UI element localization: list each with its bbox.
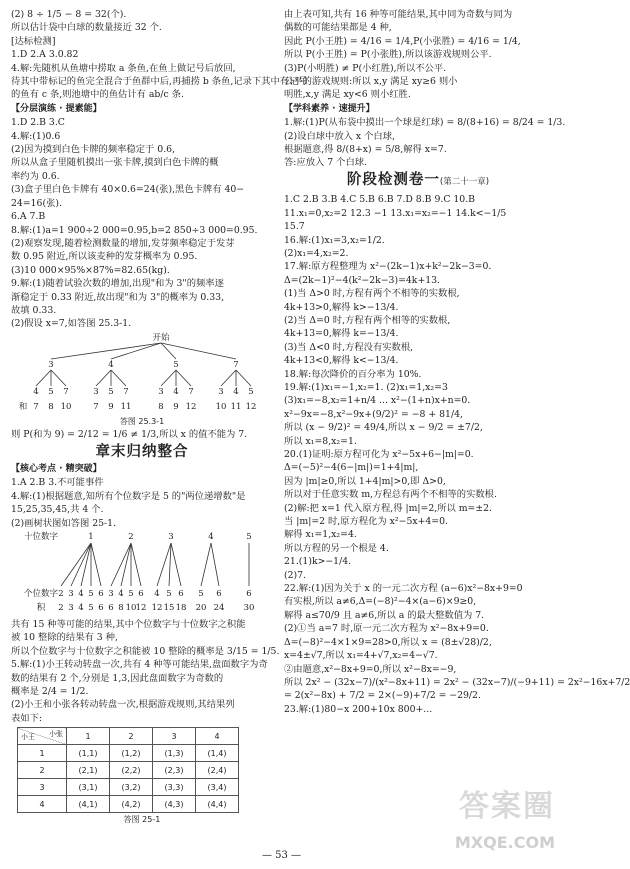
watermark-logo: 答案圈 [459, 789, 555, 824]
tree-node: 6 [178, 589, 184, 599]
tree-node: 2 [128, 532, 134, 542]
text-line: 17.解:原方程整理为 x²−(2k−1)x+k²−2k−3=0. [284, 261, 492, 273]
tree-node: 3 [68, 589, 74, 599]
product-value: 4 [78, 603, 84, 613]
sum-value: 12 [185, 401, 197, 412]
text-line: (2)观察发现,随着检测数量的增加,发芽频率稳定于发芽 [11, 237, 235, 249]
tree-branch [121, 543, 131, 586]
text-line: 答:应放入 7 个白球. [284, 157, 367, 169]
text-line: 所以 (x − 9/2)² = 49/4,所以 x − 9/2 = ±7/2, [284, 422, 483, 434]
text-line: 16.解:(1)x₁=3,x₂=1/2. [284, 234, 385, 246]
figure-caption: 答图 25.3-1 [119, 416, 165, 426]
text-line: 4k+13>0,解得 k>−13/4. [284, 301, 399, 313]
text-line: 公平的游戏规则:所以 x,y 满足 xy≥6 则小 [284, 76, 458, 88]
table-cell: (3,3) [153, 779, 196, 796]
stage-test-subtitle: (第二十一章) [439, 176, 490, 187]
tree-diagram-2 [11, 530, 273, 618]
text-line: 概率是 2/4 = 1/2. [11, 686, 89, 698]
text-line: (3)P(小明胜) ≠ P(小红胜),所以不公平. [284, 62, 447, 74]
units-row-label: 个位数字 [23, 589, 59, 599]
tree-branch [131, 543, 141, 586]
product-value: 3 [68, 603, 74, 613]
sum-value: 7 [33, 401, 39, 412]
table-row [18, 796, 239, 813]
table-row-header: 1 [18, 745, 67, 762]
text-line: 共有 15 种等可能的结果,其中个位数字与十位数字之积能 [11, 619, 246, 630]
tree-node: 3 [218, 386, 224, 397]
tree-node: 6 [246, 589, 252, 599]
tree-node: 3 [108, 589, 114, 599]
table-row [18, 745, 239, 762]
text-line: 4.解:先随机从鱼塘中捞取 a 条鱼,在鱼上做记号后放回, [11, 62, 236, 74]
tree-node: 5 [108, 386, 114, 397]
product-value: 30 [243, 603, 255, 613]
table-cell: (2,3) [153, 762, 196, 779]
product-value: 12 [151, 603, 163, 613]
tree-node: 4 [208, 532, 214, 542]
right-column [284, 8, 630, 716]
text-line: 所以 2x² − (32x−7)/(x²−8x+11) = 2x² − (32x−7)/(−9+11) = 2x²−16x+7/2 [284, 676, 630, 688]
stage-test-title [284, 171, 552, 189]
text-line: (2)7. [284, 569, 307, 581]
watermark-url: MXQE.COM [454, 833, 555, 852]
text-line: Δ=(−8)²−4×1×9=28>0,所以 x = (8±√28)/2, [284, 636, 492, 648]
tree-branch [81, 543, 91, 586]
text-line: (3)当 Δ<0 时,方程没有实数根, [284, 341, 414, 353]
product-value: 18 [175, 603, 187, 613]
text-line: (2)画树状图如答图 25-1. [11, 517, 117, 529]
text-line: 23.解:(1)80−x 200+10x 800+... [284, 703, 433, 715]
text-line: 明胜,x,y 满足 xy<6 则小红胜. [284, 89, 411, 101]
tree-diagram-2-svg [11, 530, 273, 618]
text-line: 11.x₁=0,x₂=2 12.3 −1 13.x₁=x₂=−1 14.k<−1/5 [284, 207, 507, 219]
table-cell: (3,2) [110, 779, 153, 796]
text-line: 偶数的可能结果都是 4 种, [284, 22, 392, 34]
tree-node: 5 [128, 589, 134, 599]
tree-node: 4 [173, 386, 179, 397]
tree-node: 4 [118, 589, 124, 599]
text-line: 8.解:(1)a=1 900÷2 000=0.95,b=2 850÷3 000=0.95. [11, 224, 258, 236]
table-row-header: 4 [18, 796, 67, 813]
product-value: 2 [58, 603, 64, 613]
sum-value: 11 [230, 401, 242, 412]
tree-node: 5 [48, 386, 54, 397]
tree-branch [221, 370, 236, 386]
text-line: 的鱼有 c 条,则池塘中的鱼估计有 ab/c 条. [11, 89, 184, 101]
table-row [18, 762, 239, 779]
tree-node: 5 [166, 589, 172, 599]
tree-branch [51, 370, 66, 386]
tree-branch [36, 370, 51, 386]
text-line: 1.A 2.B 3.不可能事件 [11, 477, 104, 489]
table-cell: (2,1) [67, 762, 110, 779]
right-literacy-block [284, 116, 566, 170]
text-line: 1.D 2.A 3.0.82 [11, 49, 79, 61]
tree-node: 4 [33, 386, 39, 397]
sum-value: 7 [93, 401, 99, 412]
text-line: 21.(1)k>−1/4. [284, 556, 352, 568]
tree-node: 1 [88, 532, 94, 542]
text-line: 表如下: [11, 712, 43, 724]
left-top-block [11, 8, 308, 102]
tree-node: 5 [173, 359, 179, 370]
right-top-block [284, 8, 552, 102]
tree-branch [161, 343, 236, 359]
text-line: 1.C 2.B 3.B 4.C 5.B 6.B 7.D 8.B 9.C 10.B [284, 194, 475, 206]
result-table [17, 727, 239, 813]
left-core-block [11, 476, 273, 530]
sum-value: 10 [60, 401, 72, 412]
tens-row-label: 十位数字 [23, 532, 59, 542]
table-cell: (1,1) [67, 745, 110, 762]
table-col-header: 1 [67, 728, 110, 745]
tree-branch [201, 543, 211, 586]
text-line: (3)盒子里白色卡牌有 40×0.6=24(张),黑色卡牌有 40− [11, 184, 245, 196]
tree-node: 5 [88, 589, 94, 599]
tree-node: 5 [246, 532, 252, 542]
text-line: (2)x₁=4,x₂=2. [284, 247, 349, 259]
tree-branch [111, 543, 131, 586]
text-line: (2)①当 a=7 时,原一元二次方程为 x²−8x+9=0. [284, 623, 489, 635]
text-line: 所以个位数字与十位数字之积能被 10 整除的概率是 3/15 = 1/5. [11, 645, 280, 657]
tree-node: 5 [198, 589, 204, 599]
stage-test-title-text: 阶段检测卷一 [346, 171, 440, 188]
text-line: (2)小王和小张各转动转盘一次,根据游戏规则,其结果列 [11, 699, 235, 711]
text-line: 所以从盒子里随机摸出一张卡牌,摸到白色卡牌的概 [11, 157, 219, 169]
text-line: 1.解:(1)P(从布袋中摸出一个球是红球) = 8/(8+16) = 8/24 = 1/3. [284, 117, 566, 129]
tree-branch [71, 543, 91, 586]
tree-node: 5 [248, 386, 254, 397]
tree-node: 4 [78, 589, 84, 599]
tree-branch [176, 370, 191, 386]
text-line: 所以估计袋中白球的数量接近 32 个. [11, 22, 162, 34]
tree-node: 7 [123, 386, 129, 397]
table-cell: (4,1) [67, 796, 110, 813]
text-line: (2)假设 x=7,如答图 25.3-1. [11, 318, 132, 330]
text-line: Δ=(2k−1)²−4(k²−2k−3)=4k+13. [284, 274, 441, 286]
tree-node: 4 [154, 589, 160, 599]
text-line: 待其中带标记的鱼完全混合于鱼群中后,再捕捞 b 条鱼,记录下其中有记号 [11, 76, 308, 88]
text-line: 6.A 7.B [11, 211, 46, 223]
table-cell: (1,2) [110, 745, 153, 762]
tree-node: 3 [93, 386, 99, 397]
product-row-label: 积 [36, 603, 46, 613]
text-line: 19.解:(1)x₁=−1,x₂=1. (2)x₁=1,x₂=3 [284, 381, 448, 393]
product-value: 10 [125, 603, 137, 613]
text-line: [达标检测] [11, 35, 56, 47]
text-line: 9.解:(1)随着试验次数的增加,出现"和为 3"的频率逐 [11, 278, 224, 290]
row-header-label: 小王 [21, 732, 35, 741]
tree-node: 3 [48, 359, 54, 370]
sum-value: 9 [173, 401, 179, 412]
text-line: 24=16(张). [11, 197, 62, 209]
text-line: (2)当 Δ=0 时,方程有两个相等的实数根, [284, 314, 451, 326]
text-line: (2)解:把 x=1 代入原方程,得 |m|=2,所以 m=±2. [284, 502, 492, 514]
section-heading: 【核心考点 · 精突破】 [11, 463, 102, 474]
text-line: 所以对于任意实数 m,方程总有两个不相等的实数根. [284, 489, 497, 501]
tree-branch [96, 370, 111, 386]
table-cell: (4,4) [196, 796, 239, 813]
sum-value: 10 [215, 401, 227, 412]
page-number: — 53 — [261, 850, 302, 861]
answer-line: 则 P(和为 9) = 2/12 = 1/6 ≠ 1/3,所以 x 的值不能为 7. [11, 429, 248, 441]
sum-value: 9 [108, 401, 114, 412]
table-cell: (3,1) [67, 779, 110, 796]
text-line: 4k+13=0,解得 k=−13/4. [284, 328, 399, 340]
table-cell: (4,2) [110, 796, 153, 813]
text-line: 当 |m|=2 时,原方程化为 x²−5x+4=0. [284, 516, 448, 528]
tree-branch [51, 343, 161, 359]
tree-node: 7 [233, 359, 239, 370]
text-line: x²−9x=−8,x²−9x+(9/2)² = −8 + 81/4, [284, 408, 463, 420]
product-value: 5 [88, 603, 94, 613]
text-line: 解得 a≤70/9 且 a≠6,所以 a 的最大整数值为 7. [284, 609, 485, 621]
tree-branch [91, 543, 101, 586]
sum-value: 11 [120, 401, 132, 412]
text-line: 故填 0.33. [11, 304, 57, 316]
tree-node: 2 [58, 589, 64, 599]
table-row-header: 3 [18, 779, 67, 796]
tree-diagram-1 [11, 331, 273, 428]
text-line: (3)10 000×95%×87%=82.65(kg). [11, 264, 170, 276]
tree-node: 4 [108, 359, 114, 370]
table-cell: (3,4) [196, 779, 239, 796]
section-heading: 【学科素养 · 速提升】 [284, 103, 375, 114]
table-cell: (2,2) [110, 762, 153, 779]
product-value: 12 [135, 603, 147, 613]
table-col-header: 4 [196, 728, 239, 745]
table-cell: (1,4) [196, 745, 239, 762]
tree-branch [111, 343, 161, 359]
left-mid-block [11, 116, 273, 331]
section-heading: 【分层演练 · 提素能】 [11, 103, 102, 114]
col-header-label: 小张 [49, 730, 63, 739]
text-line: 根据题意,得 8/(8+x) = 5/8,解得 x=7. [284, 144, 447, 156]
product-value: 8 [118, 603, 124, 613]
tree-diagram-1-svg [11, 331, 273, 415]
table-caption: 答图 25-1 [123, 815, 161, 825]
text-line: 15.7 [284, 221, 305, 233]
text-line: 渐稳定于 0.33 附近,故出现"和为 3"的概率为 0.33, [11, 291, 225, 303]
tree-node: 7 [188, 386, 194, 397]
table-corner-cell [18, 728, 67, 745]
text-line: (2) 8 ÷ 1/5 − 8 = 32(个). [11, 9, 127, 20]
text-line: (3)x₁=−8,x₂=1+n/4 ... x²−(1+n)x+n=0. [284, 395, 471, 407]
text-line: 4k+13<0,解得 k<−13/4. [284, 355, 399, 367]
table-row-header: 2 [18, 762, 67, 779]
text-line: 18.解:每次降价的百分率为 10%. [284, 368, 422, 380]
left-bottom-block [11, 618, 280, 725]
tree-branch [161, 370, 176, 386]
text-line: 数的结果有 2 个,分别是 1,3,因此盘面数字为奇数的 [11, 672, 224, 684]
text-line: 被 10 整除的结果有 3 种, [11, 632, 118, 644]
text-line: 解得 x₁=1,x₂=4. [284, 529, 357, 541]
product-value: 24 [213, 603, 225, 613]
table-col-header: 3 [153, 728, 196, 745]
tree-branch [171, 543, 181, 586]
text-line: 20.(1)证明:原方程可化为 x²−5x+6−|m|=0. [284, 449, 474, 460]
product-value: 15 [163, 603, 175, 613]
tree-node: 6 [98, 589, 104, 599]
text-line: 因此 P(小王胜) = 4/16 = 1/4,P(小张胜) = 4/16 = 1/4, [284, 35, 521, 47]
table-cell: (1,3) [153, 745, 196, 762]
text-line: 因为 |m|≥0,所以 1+4|m|>0,即 Δ>0, [284, 475, 446, 487]
tree-node: 3 [158, 386, 164, 397]
text-line: 所以方程的另一个根是 4. [284, 542, 389, 554]
text-line: 5.解:(1)小王转动转盘一次,共有 4 种等可能结果,盘面数字为奇 [11, 659, 268, 671]
tree-branch [111, 370, 126, 386]
text-line: 有实根,所以 a≠6,Δ=(−8)²−4×(a−6)×9≥0, [284, 596, 477, 608]
tree-node: 6 [216, 589, 222, 599]
sum-row-label: 和 [18, 401, 28, 412]
table-col-header: 2 [110, 728, 153, 745]
text-line: 22.解:(1)因为关于 x 的一元二次方程 (a−6)x²−8x+9=0 [284, 583, 523, 595]
right-stage-block [284, 193, 630, 716]
tree-node: 6 [138, 589, 144, 599]
sum-value: 8 [48, 401, 54, 412]
text-line: 4.解:(1)0.6 [11, 130, 61, 142]
text-line: 所以 P(小王胜) = P(小张胜),所以该游戏规则公平. [284, 49, 492, 61]
table-cell: (4,3) [153, 796, 196, 813]
product-value: 6 [108, 603, 114, 613]
tree-node: 4 [233, 386, 239, 397]
sum-value: 8 [158, 401, 164, 412]
table-row [18, 779, 239, 796]
text-line: 由上表可知,共有 16 种等可能结果,其中同为奇数与同为 [284, 9, 513, 20]
text-line: (2)因为摸到白色卡牌的频率稳定于 0.6, [11, 144, 176, 156]
text-line: ②由题意,x²−8x+9=0,所以 x²−8x=−9, [284, 663, 457, 675]
text-line: 率约为 0.6. [11, 170, 60, 182]
tree-node: 7 [63, 386, 69, 397]
text-line: = 2(x²−8x) + 7/2 = 2×(−9)+7/2 = −29/2. [284, 690, 481, 702]
sum-value: 12 [245, 401, 257, 412]
product-value: 20 [195, 603, 207, 613]
product-value: 6 [98, 603, 104, 613]
text-line: 所以 x₁=8,x₂=1. [284, 435, 357, 447]
tree-branch [61, 543, 91, 586]
text-line: 4.解:(1)根据题意,知所有个位数字是 5 的"两位递增数"是 [11, 490, 246, 502]
table-cell: (2,4) [196, 762, 239, 779]
tree-node: 3 [168, 532, 174, 542]
tree-branch [211, 543, 219, 586]
tree-root-label: 开始 [152, 332, 170, 343]
text-line: (1)当 Δ>0 时,方程有两个不相等的实数根, [284, 288, 460, 300]
text-line: 1.D 2.B 3.C [11, 117, 65, 129]
text-line: Δ=(−5)²−4(6−|m|)=1+4|m|, [284, 462, 419, 474]
text-line: 15,25,35,45,共 4 个. [11, 504, 104, 516]
text-line: (2)设白球中放入 x 个白球, [284, 130, 395, 142]
text-line: 数 0.95 附近,所以该麦种的发芽概率为 0.95. [11, 251, 198, 263]
text-line: x=4±√7,所以 x₁=4+√7,x₂=4−√7. [284, 650, 438, 662]
tree-branch [236, 370, 251, 386]
chapter-title: 章末归纳整合 [95, 443, 189, 460]
